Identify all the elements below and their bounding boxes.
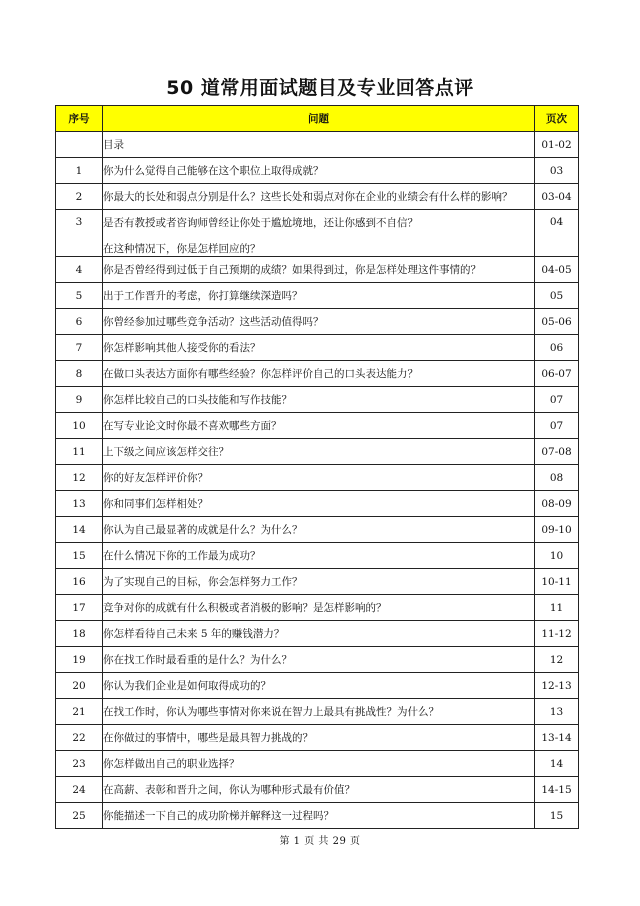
row-number: 9 [56, 387, 103, 413]
column-header-question: 问题 [103, 106, 535, 132]
question-text: 你能描述一下自己的成功阶梯并解释这一过程吗？ [103, 809, 334, 822]
row-question [103, 257, 535, 283]
row-page-range: 11 [535, 595, 579, 621]
table-row [56, 491, 579, 517]
row-number: 6 [56, 309, 103, 335]
table-row [56, 158, 579, 184]
question-index-table [55, 105, 579, 829]
row-number: 18 [56, 621, 103, 647]
question-text: 在这种情况下，你是怎样回应的？ [103, 243, 261, 255]
row-number: 15 [56, 543, 103, 569]
row-number: 22 [56, 725, 103, 751]
table-row [56, 725, 579, 751]
table-row [56, 595, 579, 621]
row-number: 4 [56, 257, 103, 283]
question-text: 你认为我们企业是如何取得成功的？ [103, 679, 271, 692]
row-number: 8 [56, 361, 103, 387]
table-row [56, 751, 579, 777]
row-question [103, 439, 535, 465]
table-row [56, 283, 579, 309]
row-question [103, 335, 535, 361]
row-question [103, 309, 535, 335]
table-row [56, 361, 579, 387]
row-page-range: 12-13 [535, 673, 579, 699]
row-page-range: 10-11 [535, 569, 579, 595]
row-number: 11 [56, 439, 103, 465]
row-page-range: 03-04 [535, 184, 579, 210]
row-page-range: 11-12 [535, 621, 579, 647]
document-title: 50 道常用面试题目及专业回答点评 [166, 77, 474, 99]
row-question [103, 673, 535, 699]
row-question [103, 491, 535, 517]
table-row [56, 132, 579, 158]
table-row [56, 543, 579, 569]
row-page-range: 06 [535, 335, 579, 361]
row-number: 1 [56, 158, 103, 184]
question-text: 你在找工作时最看重的是什么？为什么？ [103, 653, 292, 666]
row-question [103, 595, 535, 621]
row-number [56, 132, 103, 158]
column-header-number: 序号 [56, 106, 103, 132]
row-page-range: 03 [535, 158, 579, 184]
row-number: 14 [56, 517, 103, 543]
row-page-range: 05 [535, 283, 579, 309]
row-page-range: 04 [535, 210, 579, 257]
question-text: 出于工作晋升的考虑，你打算继续深造吗？ [103, 289, 303, 302]
question-text: 你和同事们怎样相处？ [103, 497, 208, 510]
table-row [56, 699, 579, 725]
row-page-range: 06-07 [535, 361, 579, 387]
question-text: 上下级之间应该怎样交往？ [103, 445, 229, 458]
question-text: 在什么情况下你的工作最为成功？ [103, 549, 261, 562]
row-page-range: 09-10 [535, 517, 579, 543]
row-number: 20 [56, 673, 103, 699]
question-text: 你是否曾经得到过低于自己预期的成绩？如果得到过，你是怎样处理这件事情的？ [103, 263, 481, 276]
row-page-range: 07-08 [535, 439, 579, 465]
table-row [56, 184, 579, 210]
row-page-range: 07 [535, 387, 579, 413]
row-number: 5 [56, 283, 103, 309]
row-question [103, 569, 535, 595]
row-question [103, 699, 535, 725]
question-text: 你怎样做出自己的职业选择？ [103, 757, 240, 770]
table-row [56, 335, 579, 361]
row-page-range: 12 [535, 647, 579, 673]
question-text: 在高薪、表彰和晋升之间，你认为哪种形式最有价值？ [103, 783, 355, 796]
row-question [103, 413, 535, 439]
table-row [56, 257, 579, 283]
table-row [56, 517, 579, 543]
row-page-range: 14-15 [535, 777, 579, 803]
row-question [103, 158, 535, 184]
row-page-range: 10 [535, 543, 579, 569]
row-question [103, 184, 535, 210]
row-page-range: 13 [535, 699, 579, 725]
question-text: 你认为自己最显著的成就是什么？为什么？ [103, 523, 303, 536]
question-text: 竞争对你的成就有什么积极或者消极的影响？是怎样影响的？ [103, 601, 387, 614]
table-row [56, 647, 579, 673]
question-text: 目录 [103, 138, 124, 151]
column-header-page: 页次 [535, 106, 579, 132]
row-number: 3 [56, 210, 103, 257]
question-text: 你怎样比较自己的口头技能和写作技能？ [103, 393, 292, 406]
question-text: 你怎样看待自己未来 5 年的赚钱潜力？ [103, 627, 285, 640]
row-page-range: 15 [535, 803, 579, 829]
table-row [56, 210, 579, 257]
row-page-range: 08-09 [535, 491, 579, 517]
table-body [56, 132, 579, 829]
row-question [103, 361, 535, 387]
row-question [103, 751, 535, 777]
question-text: 你为什么觉得自己能够在这个职位上取得成就？ [103, 164, 324, 177]
table-row [56, 803, 579, 829]
question-text: 你最大的长处和弱点分别是什么？这些长处和弱点对你在企业的业绩会有什么样的影响？ [103, 190, 513, 203]
row-question [103, 132, 535, 158]
row-number: 17 [56, 595, 103, 621]
row-question [103, 725, 535, 751]
question-text: 在找工作时，你认为哪些事情对你来说在智力上最具有挑战性？为什么？ [103, 705, 439, 718]
question-text: 是否有教授或者咨询师曾经让你处于尴尬境地，还让你感到不自信？ [103, 217, 418, 229]
table-row [56, 465, 579, 491]
question-text: 在写专业论文时你最不喜欢哪些方面？ [103, 419, 282, 432]
row-question [103, 283, 535, 309]
table-row [56, 309, 579, 335]
row-question [103, 777, 535, 803]
row-question [103, 543, 535, 569]
row-question [103, 803, 535, 829]
page-footer: 第 1 页 共 29 页 [279, 836, 361, 847]
row-question [103, 517, 535, 543]
row-question [103, 387, 535, 413]
table-row [56, 673, 579, 699]
row-question [103, 621, 535, 647]
row-page-range: 14 [535, 751, 579, 777]
row-question [103, 465, 535, 491]
table-row [56, 439, 579, 465]
row-number: 12 [56, 465, 103, 491]
row-number: 10 [56, 413, 103, 439]
row-number: 7 [56, 335, 103, 361]
row-number: 13 [56, 491, 103, 517]
question-text: 为了实现自己的目标，你会怎样努力工作？ [103, 575, 303, 588]
table-row [56, 569, 579, 595]
row-number: 2 [56, 184, 103, 210]
row-page-range: 04-05 [535, 257, 579, 283]
table-row [56, 387, 579, 413]
table-row [56, 621, 579, 647]
table-row [56, 413, 579, 439]
question-text: 你的好友怎样评价你？ [103, 471, 208, 484]
row-number: 16 [56, 569, 103, 595]
row-number: 21 [56, 699, 103, 725]
row-number: 19 [56, 647, 103, 673]
question-text: 在你做过的事情中，哪些是最具智力挑战的？ [103, 731, 313, 744]
row-page-range: 08 [535, 465, 579, 491]
table-row [56, 777, 579, 803]
row-question [103, 210, 535, 257]
row-number: 25 [56, 803, 103, 829]
row-question [103, 647, 535, 673]
row-number: 23 [56, 751, 103, 777]
table-header-row [56, 106, 579, 132]
row-page-range: 01-02 [535, 132, 579, 158]
question-text: 你曾经参加过哪些竞争活动？这些活动值得吗？ [103, 315, 324, 328]
question-text: 你怎样影响其他人接受你的看法？ [103, 341, 261, 354]
row-page-range: 07 [535, 413, 579, 439]
row-page-range: 13-14 [535, 725, 579, 751]
row-page-range: 05-06 [535, 309, 579, 335]
question-text: 在做口头表达方面你有哪些经验？你怎样评价自己的口头表达能力？ [103, 367, 418, 380]
row-number: 24 [56, 777, 103, 803]
